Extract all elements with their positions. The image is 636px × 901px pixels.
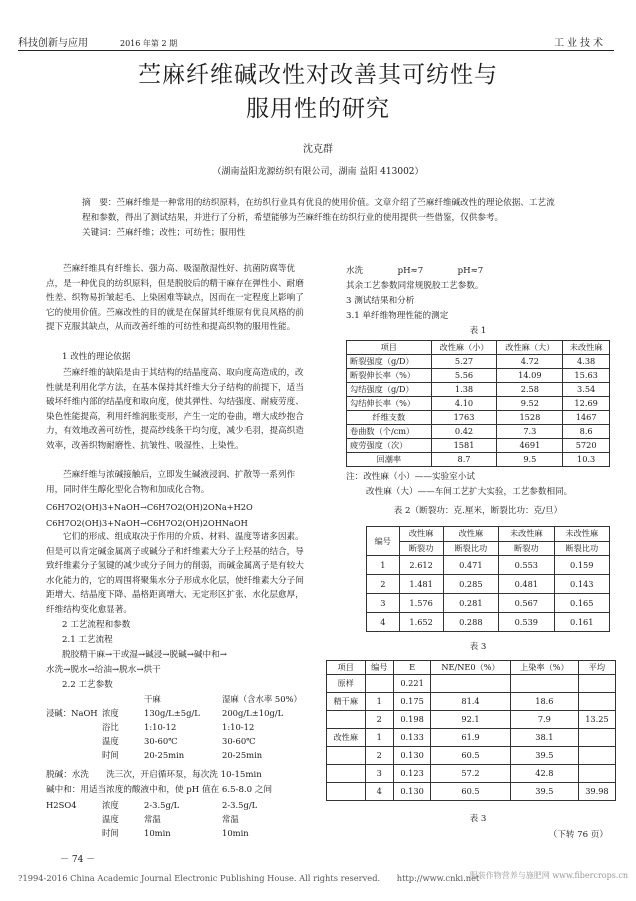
- table-cell: 1.38: [431, 383, 497, 397]
- table-3: [326, 660, 616, 801]
- table-row: [327, 693, 616, 711]
- table-cell: [327, 765, 366, 783]
- table-header-cell: 改性麻（大）: [497, 341, 563, 355]
- naoh-label: 浸碱：NaOH: [46, 708, 98, 718]
- table-row: [347, 425, 610, 439]
- table-cell: 4.72: [497, 355, 563, 369]
- table-cell: 2.58: [497, 383, 563, 397]
- table-1-caption: 表 1: [469, 326, 487, 336]
- table-header-cell: 未改性麻: [563, 341, 610, 355]
- table-cell: 13.25: [578, 711, 615, 729]
- table-cell: 8.6: [563, 425, 610, 439]
- table-cell: 断裂伸长率（%）: [347, 369, 432, 383]
- page-number: － 74 －: [60, 855, 96, 865]
- process-flow-2: 水洗→脱水→给油→脱水→烘干: [46, 665, 161, 675]
- table-cell: 0.198: [394, 711, 431, 729]
- continued-note: （下转 76 页）: [548, 830, 608, 840]
- neutralize-step: 碱中和：用适当浓度的酸液中和，使 pH 值在 6.5-8.0 之间: [46, 785, 273, 795]
- table-cell: [431, 675, 511, 693]
- table-header-cell: 断裂功: [399, 541, 443, 556]
- table-cell: 0.159: [554, 556, 609, 575]
- wet-ramie-label: 湿麻（含水率 50%）: [222, 694, 302, 704]
- table-cell: 0.130: [394, 747, 431, 765]
- table-cell: 1: [365, 729, 394, 747]
- table-header-cell: 未改性麻: [554, 527, 609, 542]
- param-key: 浓度: [102, 708, 119, 718]
- author: 沈克群: [303, 144, 333, 155]
- param-wet: 2-3.5g/L: [222, 800, 258, 810]
- table-cell: 3: [365, 765, 394, 783]
- table-row: [367, 556, 610, 575]
- table-cell: 3.54: [563, 383, 610, 397]
- table-cell: 疲劳强度（次）: [347, 439, 432, 453]
- table-cell: 8.7: [431, 453, 497, 467]
- table-cell: 0.130: [394, 783, 431, 801]
- table-cell: 38.1: [510, 729, 578, 747]
- reaction-paragraph: 苎麻纤维与浓碱接触后，立即发生碱液浸润、扩散等一系列作用，同时伴生醇化型化合物和加成化合物。: [46, 470, 296, 495]
- table-row: [327, 675, 616, 693]
- param-wet: 常温: [222, 814, 239, 824]
- table-2-caption: 表 2（断裂功：克.厘米，断裂比功：克/旦）: [393, 506, 563, 516]
- table-header-cell: 平均: [578, 661, 615, 675]
- table-header-cell: 改性麻: [399, 527, 443, 542]
- table-row: [367, 527, 610, 542]
- table-cell: 4691: [497, 439, 563, 453]
- table-cell: 18.6: [510, 693, 578, 711]
- table-cell: 原样: [327, 675, 366, 693]
- table-cell: 0.539: [499, 613, 554, 632]
- table-cell: [578, 747, 615, 765]
- param-key: 温度: [102, 736, 119, 746]
- table-row: [327, 729, 616, 747]
- table-3-caption: 表 3: [469, 642, 487, 652]
- section-2-2-heading: 2.2 工艺参数: [62, 680, 113, 690]
- table-cell: 1467: [563, 411, 610, 425]
- section-1-paragraph: 苎麻纤维的缺陷是由于其结构的结晶度高、取向度高造成的，改性就是利用化学方法，在基本保持其纤维大分子结构的前提下，适当破坏纤维内部的结晶度和取向度，使其弹性、勾结强度、耐疲劳度、染色性能提高，利用纤维润胀变形，产生一定的卷曲，增大成纱抱合力，有效地改善可纺性，提高纱线条干均匀度，减少毛羽，提高织造效率，改善织物耐磨性、抗皱性、吸湿性、上染性。: [46, 368, 304, 451]
- table-row: [347, 355, 610, 369]
- param-key: 浴比: [102, 722, 119, 732]
- table-cell: 勾结伸长率（%）: [347, 397, 432, 411]
- table-cell: 9.5: [497, 453, 563, 467]
- naoh-params: [46, 692, 332, 762]
- param-dry: 常温: [144, 814, 161, 824]
- table-cell: 1581: [431, 439, 497, 453]
- table-row: [347, 397, 610, 411]
- copyright-footer: ?1994-2016 China Academic Journal Electronic Publishing House. All rights reserved. http://www.cnki.net: [18, 873, 480, 883]
- table-cell: 0.288: [443, 613, 498, 632]
- table-cell: 0.221: [394, 675, 431, 693]
- table-cell: 39.98: [578, 783, 615, 801]
- table-cell: 1528: [497, 411, 563, 425]
- param-wet: 20-25min: [222, 750, 263, 760]
- title-line-1: 苎麻纤维碱改性对改善其可纺性与: [138, 62, 498, 88]
- param-dry: 30-60℃: [144, 736, 178, 746]
- table-row: [347, 453, 610, 467]
- table-cell: 卷曲数（个/cm）: [347, 425, 432, 439]
- table-cell: 3: [367, 594, 400, 613]
- table-cell: 精干麻: [327, 693, 366, 711]
- table-cell: 0.123: [394, 765, 431, 783]
- table-row: [347, 439, 610, 453]
- table-row: [327, 783, 616, 801]
- table-cell: [510, 675, 578, 693]
- param-dry: 2-3.5g/L: [144, 800, 180, 810]
- intro-paragraph: 苎麻纤维具有纤维长、强力高、吸湿散湿性好、抗菌防腐等优点，是一种优良的纺织原料，但是脱胶后的精干麻存在弹性小、耐磨性差、织物易折皱起毛、上染困难等缺点，因而在一定程度上影响了它的使用价值。苎麻改性的目的就是在保留其纤维原有优良风格的前提下克服其缺点，从而改善纤维的可纺性和提高织物的服用性能。: [46, 264, 304, 333]
- table-cell: [578, 765, 615, 783]
- table-header-cell: 编号: [367, 527, 400, 556]
- section-3-1-heading: 3.1 单纤维物理性能的测定: [346, 311, 449, 321]
- param-wet: 10min: [222, 828, 249, 838]
- table-cell: 2: [365, 747, 394, 765]
- table-row: [367, 541, 610, 556]
- table-header-cell: 改性麻（小）: [431, 341, 497, 355]
- wash-ph-line: 水洗 pH≈7 pH≈7: [346, 266, 484, 276]
- table-row: [327, 711, 616, 729]
- table-2: [366, 526, 610, 632]
- param-dry: 1:10-12: [144, 722, 177, 732]
- table-cell: 1: [367, 556, 400, 575]
- table-cell: 5.56: [431, 369, 497, 383]
- table-cell: [365, 675, 394, 693]
- params-note: 其余工艺参数同常规脱胶工艺参数。: [346, 281, 484, 291]
- equation-2: C6H7O2(OH)3+NaOH→C6H7O2(OH)2OHNaOH: [46, 518, 248, 528]
- param-wet: 30-60℃: [222, 736, 256, 746]
- table-cell: 勾结强度（g/D）: [347, 383, 432, 397]
- table-row: [347, 369, 610, 383]
- table-header-cell: 上染率（%）: [510, 661, 578, 675]
- wash-step: 脱碱：水洗 洗三次，开启循环泵，每次洗 10-15min: [46, 770, 262, 780]
- table-cell: 2: [365, 711, 394, 729]
- table-row: [347, 411, 610, 425]
- table-header-cell: E: [394, 661, 431, 675]
- table-row: [327, 661, 616, 675]
- table-cell: 5.27: [431, 355, 497, 369]
- table-cell: 纤维支数: [347, 411, 432, 425]
- table-header-cell: 断裂功: [499, 541, 554, 556]
- table-cell: 断裂强度（g/D）: [347, 355, 432, 369]
- section-2-heading: 2 工艺流程和参数: [62, 620, 131, 630]
- affiliation: （湖南益阳龙源纺织有限公司，湖南 益阳 413002）: [212, 167, 424, 177]
- section-2-1-heading: 2.1 工艺流程: [62, 635, 113, 645]
- table-cell: 0.165: [554, 594, 609, 613]
- param-wet: 1:10-12: [222, 722, 255, 732]
- table-cell: 15.63: [563, 369, 610, 383]
- table-cell: 0.143: [554, 575, 609, 594]
- table-cell: 回潮率: [347, 453, 432, 467]
- journal-name: 科技创新与应用: [18, 38, 88, 49]
- table-cell: 39.5: [510, 783, 578, 801]
- h2so4-label: H2SO4: [46, 800, 77, 810]
- table-header-cell: 未改性麻: [499, 527, 554, 542]
- param-key: 温度: [102, 814, 119, 824]
- table-cell: 0.285: [443, 575, 498, 594]
- table-header-cell: 项目: [327, 661, 366, 675]
- table-cell: 4.38: [563, 355, 610, 369]
- table-header-cell: 项目: [347, 341, 432, 355]
- table-cell: 1.481: [399, 575, 443, 594]
- table-cell: 39.5: [510, 747, 578, 765]
- param-dry: 20-25min: [144, 750, 185, 760]
- table-cell: 60.5: [431, 783, 511, 801]
- param-key: 时间: [102, 828, 119, 838]
- table-cell: 9.52: [497, 397, 563, 411]
- table-cell: 57.2: [431, 765, 511, 783]
- table-cell: [327, 747, 366, 765]
- table-1-note-2: 改性麻（大）——车间工艺扩大实验，工艺参数相同。: [366, 487, 573, 497]
- h2so4-params: [46, 798, 332, 840]
- table-cell: 60.5: [431, 747, 511, 765]
- table-cell: 12.69: [563, 397, 610, 411]
- table-cell: 0.281: [443, 594, 498, 613]
- table-cell: [327, 711, 366, 729]
- table-cell: 1763: [431, 411, 497, 425]
- keywords: 关键词：苎麻纤维；改性；可纺性；服用性: [82, 228, 246, 238]
- table-cell: 5720: [563, 439, 610, 453]
- table-cell: 7.9: [510, 711, 578, 729]
- table-cell: 1.652: [399, 613, 443, 632]
- param-dry: 130g/L±5g/L: [144, 708, 200, 718]
- table-row: [367, 613, 610, 632]
- journal-issue: 2016 年第 2 期: [120, 39, 178, 48]
- table-cell: 0.481: [499, 575, 554, 594]
- table-1-note-1: 注：改性麻（小）——实验室小试: [346, 472, 475, 482]
- param-key: 时间: [102, 750, 119, 760]
- table-header-cell: 改性麻: [443, 527, 498, 542]
- table-cell: 0.161: [554, 613, 609, 632]
- header-rule: [18, 50, 614, 51]
- section-1-heading: 1 改性的理论依据: [62, 352, 131, 362]
- dry-ramie-label: 干麻: [144, 694, 161, 704]
- table-3-blank-caption: 表 3: [469, 814, 487, 824]
- table-cell: 0.567: [499, 594, 554, 613]
- param-dry: 10min: [144, 828, 171, 838]
- table-cell: [578, 729, 615, 747]
- table-row: [347, 383, 610, 397]
- table-cell: 42.8: [510, 765, 578, 783]
- table-cell: 14.09: [497, 369, 563, 383]
- table-cell: 1: [365, 693, 394, 711]
- equation-1: C6H7O2(OH)3+NaOH→C6H7O2(OH)2ONa+H2O: [46, 502, 253, 512]
- table-cell: [578, 693, 615, 711]
- table-header-cell: NE/NE0（%）: [431, 661, 511, 675]
- table-header-cell: 断裂比功: [443, 541, 498, 556]
- mechanism-paragraph: 它们的形成、组成取决于作用的介质、材料、温度等诸多因素。但是可以肯定碱金属离子或碱分子和纤维素大分子上羟基的结合，导致纤维素分子氢键的减少或分子间力的削弱，而碱金属离子是有较大水化能力的，它的周围将聚集水分子形成水化层，使纤维素大分子间距增大、结晶度下降、晶格距离增大、无定形区扩张、水化层愈厚，纤维结构变化愈显著。: [46, 532, 304, 615]
- table-cell: 改性麻: [327, 729, 366, 747]
- table-cell: 7.3: [497, 425, 563, 439]
- title-line-2: 服用性的研究: [246, 96, 390, 122]
- table-cell: 0.133: [394, 729, 431, 747]
- watermark: 服装作物营养与施肥网 www.fibercrops.cn: [469, 871, 628, 880]
- table-cell: 0.42: [431, 425, 497, 439]
- table-cell: 61.9: [431, 729, 511, 747]
- table-1: [346, 340, 610, 467]
- table-row: [367, 594, 610, 613]
- section-3-heading: 3 测试结果和分析: [346, 296, 415, 306]
- table-cell: 0.553: [499, 556, 554, 575]
- table-cell: 2.612: [399, 556, 443, 575]
- table-row: [327, 747, 616, 765]
- table-cell: 1.576: [399, 594, 443, 613]
- process-flow-1: 脱胶精干麻→干或湿→碱浸→脱碱→碱中和→: [62, 650, 227, 660]
- table-row: [367, 575, 610, 594]
- table-cell: [578, 675, 615, 693]
- abstract: 摘 要：苎麻纤维是一种常用的纺织原料，在纺织行业具有优良的使用价值。文章介绍了苎麻纤维碱改性的理论依据、工艺流程和参数，得出了测试结果，并进行了分析，希望能够为苎麻纤维在纺织行业的使用提供一些借鉴，仅供参考。: [82, 198, 555, 223]
- table-row: [347, 341, 610, 355]
- table-cell: 0.175: [394, 693, 431, 711]
- param-key: 浓度: [102, 800, 119, 810]
- param-wet: 200g/L±10g/L: [222, 708, 284, 718]
- table-header-cell: 断裂比功: [554, 541, 609, 556]
- table-cell: 4.10: [431, 397, 497, 411]
- table-row: [327, 765, 616, 783]
- table-cell: 10.3: [563, 453, 610, 467]
- journal-column: 工业技术: [554, 38, 606, 49]
- table-cell: 2: [367, 575, 400, 594]
- table-cell: [327, 783, 366, 801]
- table-cell: 92.1: [431, 711, 511, 729]
- table-cell: 4: [365, 783, 394, 801]
- table-cell: 0.471: [443, 556, 498, 575]
- table-cell: 81.4: [431, 693, 511, 711]
- table-cell: 4: [367, 613, 400, 632]
- table-header-cell: 编号: [365, 661, 394, 675]
